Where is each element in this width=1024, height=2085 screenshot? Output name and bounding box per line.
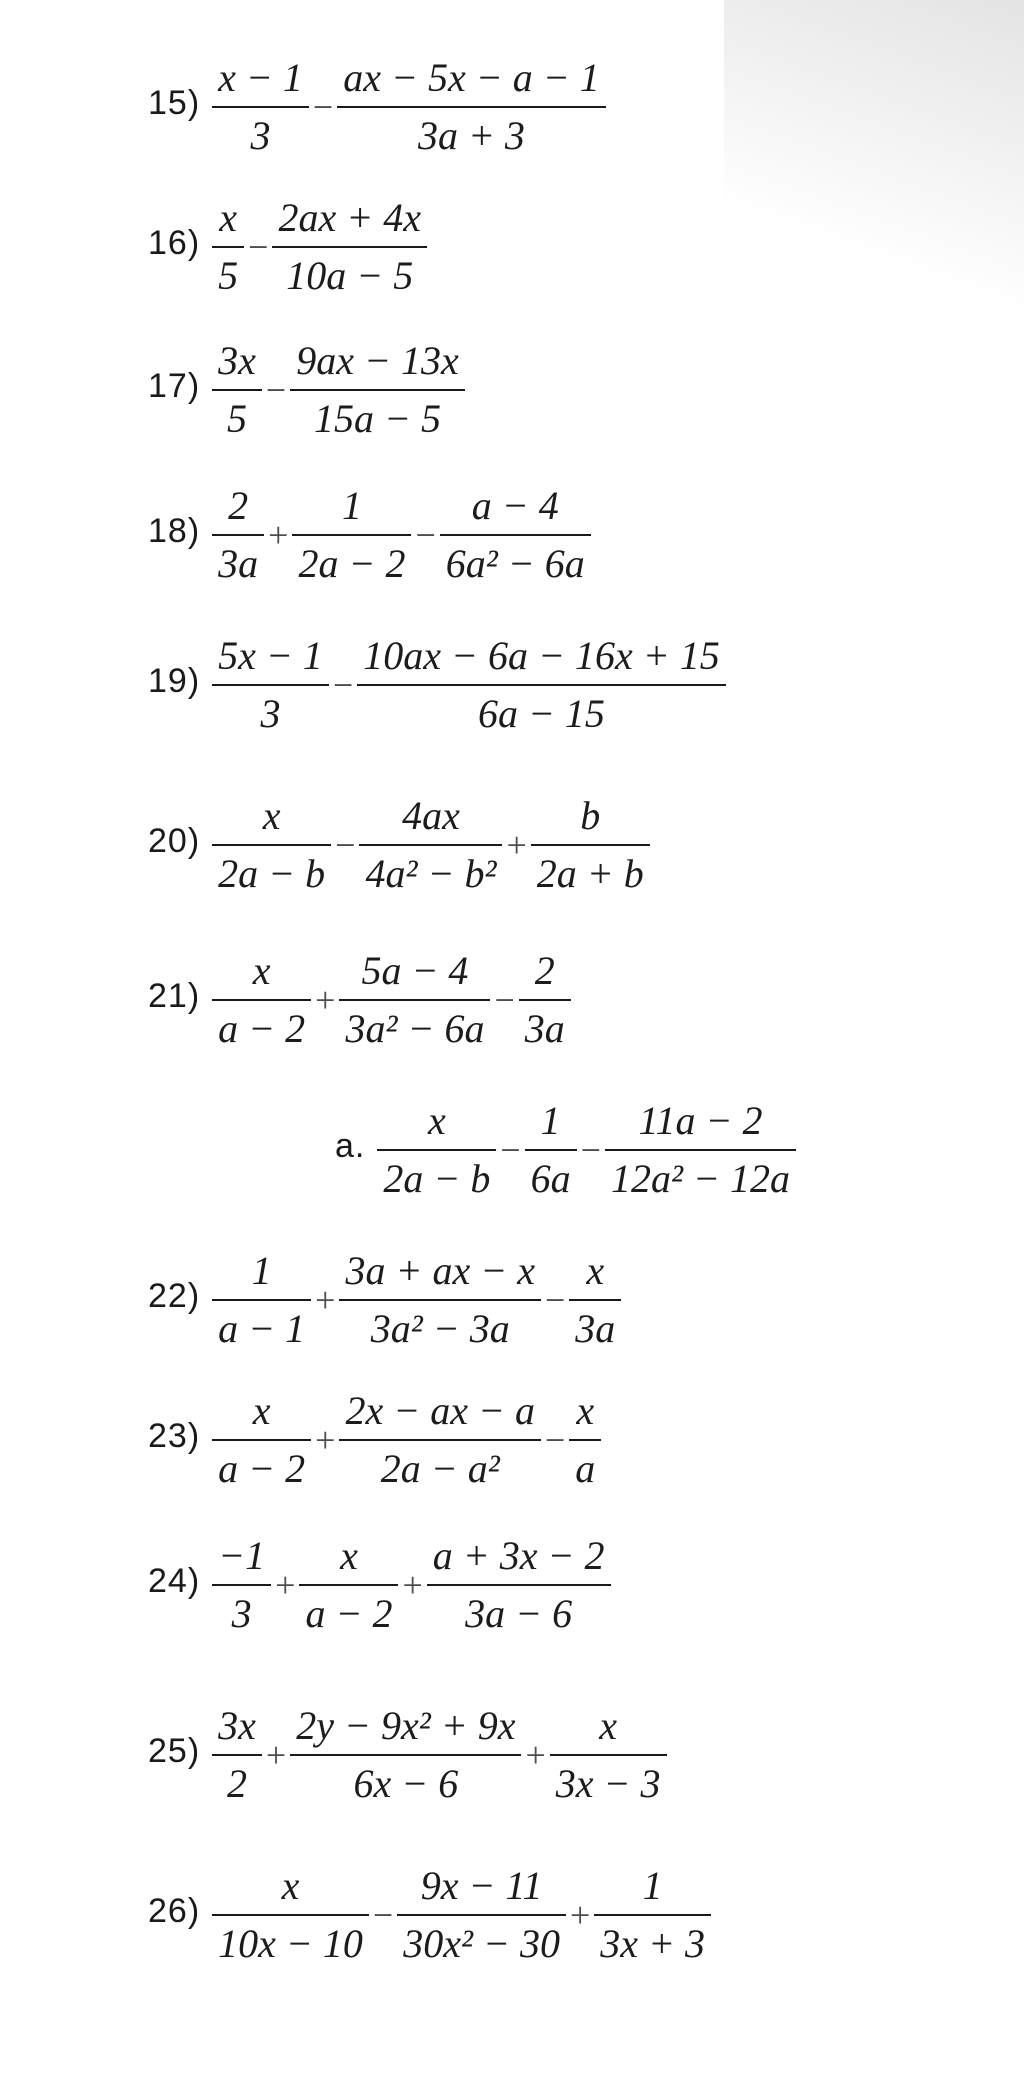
fraction <box>605 1093 796 1207</box>
operator: + <box>506 825 527 865</box>
operator: + <box>275 1565 296 1605</box>
problem-9 <box>148 1225 621 1375</box>
numerator: x <box>586 1248 605 1293</box>
denominator: 10a − 5 <box>286 253 414 298</box>
fraction <box>212 628 329 742</box>
denominator: a <box>575 1446 596 1491</box>
numerator: 1 <box>341 483 362 528</box>
operator: − <box>265 370 287 410</box>
problem-number: 21) <box>148 976 201 1015</box>
numerator: 2 <box>228 483 249 528</box>
denominator: 3a <box>524 1006 565 1051</box>
numerator: 4ax <box>402 793 460 838</box>
numerator: a + 3x − 2 <box>432 1533 605 1578</box>
numerator: 2ax + 4x <box>278 195 421 240</box>
denominator: 3a <box>218 541 259 586</box>
denominator: 3a + 3 <box>417 113 525 158</box>
fraction <box>427 1528 611 1642</box>
problem-1 <box>148 32 606 182</box>
fraction <box>212 1383 311 1497</box>
numerator: 3a + ax − x <box>345 1248 535 1293</box>
denominator: 4a² − b² <box>365 851 497 896</box>
fraction <box>212 333 262 447</box>
operator: + <box>265 1735 287 1775</box>
fraction <box>377 1093 496 1207</box>
fraction <box>550 1698 667 1812</box>
problem-number: 20) <box>148 821 201 860</box>
numerator: −1 <box>218 1533 266 1578</box>
fraction <box>290 1698 521 1812</box>
numerator: b <box>580 793 601 838</box>
operator: + <box>569 1895 591 1935</box>
numerator: x <box>262 793 281 838</box>
denominator: 3x − 3 <box>555 1761 661 1806</box>
numerator: x <box>576 1388 595 1433</box>
fraction <box>357 628 725 742</box>
denominator: a − 1 <box>218 1306 306 1351</box>
numerator: x − 1 <box>218 55 303 100</box>
fraction <box>440 478 591 592</box>
denominator: 2 <box>227 1761 248 1806</box>
denominator: 30x² − 30 <box>403 1921 560 1966</box>
denominator: 10x − 10 <box>218 1921 363 1966</box>
operator: + <box>402 1565 423 1605</box>
denominator: 5 <box>218 253 239 298</box>
problem-4 <box>148 460 591 610</box>
denominator: 3a² − 6a <box>345 1006 485 1051</box>
numerator: 2x − ax − a <box>345 1388 535 1433</box>
problem-number: 15) <box>148 83 201 122</box>
problem-number: 16) <box>148 223 201 262</box>
operator: + <box>268 515 289 555</box>
fraction <box>569 1383 601 1497</box>
fraction <box>594 1858 711 1972</box>
numerator: 2 <box>534 948 555 993</box>
fraction <box>212 190 244 304</box>
fraction <box>337 50 605 164</box>
denominator: 15a − 5 <box>313 396 441 441</box>
fraction <box>212 1243 311 1357</box>
operator: − <box>500 1130 521 1170</box>
problem-3 <box>148 315 465 465</box>
denominator: 6a² − 6a <box>445 541 585 586</box>
denominator: a − 2 <box>218 1446 306 1491</box>
denominator: a − 2 <box>305 1591 393 1636</box>
fraction <box>397 1858 566 1972</box>
denominator: 2a − b <box>218 851 326 896</box>
numerator: 9ax − 13x <box>296 338 459 383</box>
problem-number: 19) <box>148 661 201 700</box>
fraction <box>525 1093 577 1207</box>
numerator: 3x <box>218 338 256 383</box>
numerator: x <box>252 948 271 993</box>
problem-number: 26) <box>148 1891 201 1930</box>
fraction <box>212 788 331 902</box>
operator: − <box>415 515 436 555</box>
operator: − <box>248 227 269 267</box>
problem-5 <box>148 610 726 760</box>
fraction <box>212 478 264 592</box>
numerator: x <box>599 1703 618 1748</box>
numerator: ax − 5x − a − 1 <box>343 55 600 100</box>
problem-13 <box>148 1840 711 1990</box>
problem-number: 18) <box>148 511 201 550</box>
numerator: 1 <box>642 1863 663 1908</box>
denominator: 3a − 6 <box>465 1591 573 1636</box>
denominator: 2a + b <box>536 851 644 896</box>
fraction <box>359 788 502 902</box>
fraction <box>339 1243 541 1357</box>
denominator: 6a − 15 <box>477 691 605 736</box>
numerator: a − 4 <box>471 483 559 528</box>
numerator: 1 <box>251 1248 272 1293</box>
problem-8 <box>335 1075 796 1225</box>
operator: − <box>544 1280 566 1320</box>
fraction <box>299 1528 398 1642</box>
problem-10 <box>148 1365 601 1515</box>
numerator: x <box>219 195 238 240</box>
problem-number: 17) <box>148 366 201 405</box>
fraction <box>212 50 309 164</box>
numerator: x <box>252 1388 271 1433</box>
denominator: 3a² − 3a <box>370 1306 510 1351</box>
fraction <box>519 943 571 1057</box>
fraction <box>212 1698 262 1812</box>
operator: − <box>332 665 354 705</box>
numerator: x <box>427 1098 446 1143</box>
problem-number: a. <box>335 1126 366 1165</box>
denominator: 3 <box>231 1591 252 1636</box>
denominator: 6a <box>530 1156 571 1201</box>
problem-7 <box>148 925 571 1075</box>
problem-number: 22) <box>148 1276 201 1315</box>
numerator: 3x <box>218 1703 256 1748</box>
operator: − <box>544 1420 566 1460</box>
operator: + <box>315 1420 336 1460</box>
operator: − <box>494 980 515 1020</box>
operator: − <box>580 1130 601 1170</box>
denominator: 3 <box>260 691 281 736</box>
numerator: 9x − 11 <box>420 1863 543 1908</box>
fraction <box>292 478 411 592</box>
fraction <box>290 333 465 447</box>
numerator: 1 <box>540 1098 561 1143</box>
denominator: 3a <box>575 1306 616 1351</box>
denominator: 5 <box>227 396 248 441</box>
fraction <box>569 1243 621 1357</box>
problem-number: 24) <box>148 1561 201 1600</box>
numerator: 11a − 2 <box>638 1098 763 1143</box>
numerator: x <box>281 1863 300 1908</box>
denominator: 3 <box>250 113 271 158</box>
operator: + <box>315 1280 336 1320</box>
denominator: 3x + 3 <box>600 1921 706 1966</box>
numerator: 2y − 9x² + 9x <box>296 1703 516 1748</box>
fraction <box>531 788 650 902</box>
denominator: 2a − 2 <box>298 541 406 586</box>
fraction <box>212 943 311 1057</box>
denominator: 12a² − 12a <box>610 1156 790 1201</box>
operator: + <box>525 1735 546 1775</box>
problem-2 <box>148 172 427 322</box>
numerator: 5x − 1 <box>218 633 323 678</box>
denominator: 2a − a² <box>380 1446 500 1491</box>
fraction <box>212 1528 271 1642</box>
problem-6 <box>148 770 650 920</box>
fraction <box>212 1858 369 1972</box>
numerator: 10ax − 6a − 16x + 15 <box>363 633 720 678</box>
operator: − <box>372 1895 394 1935</box>
numerator: 5a − 4 <box>361 948 469 993</box>
fraction <box>272 190 427 304</box>
operator: + <box>315 980 336 1020</box>
fraction <box>339 1383 541 1497</box>
operator: − <box>312 87 334 127</box>
problem-11 <box>148 1510 611 1660</box>
problem-number: 25) <box>148 1731 201 1770</box>
problem-number: 23) <box>148 1416 201 1455</box>
problem-12 <box>148 1680 667 1830</box>
numerator: x <box>340 1533 358 1578</box>
operator: − <box>335 825 356 865</box>
denominator: 6x − 6 <box>353 1761 459 1806</box>
denominator: a − 2 <box>218 1006 306 1051</box>
fraction <box>339 943 490 1057</box>
denominator: 2a − b <box>383 1156 491 1201</box>
